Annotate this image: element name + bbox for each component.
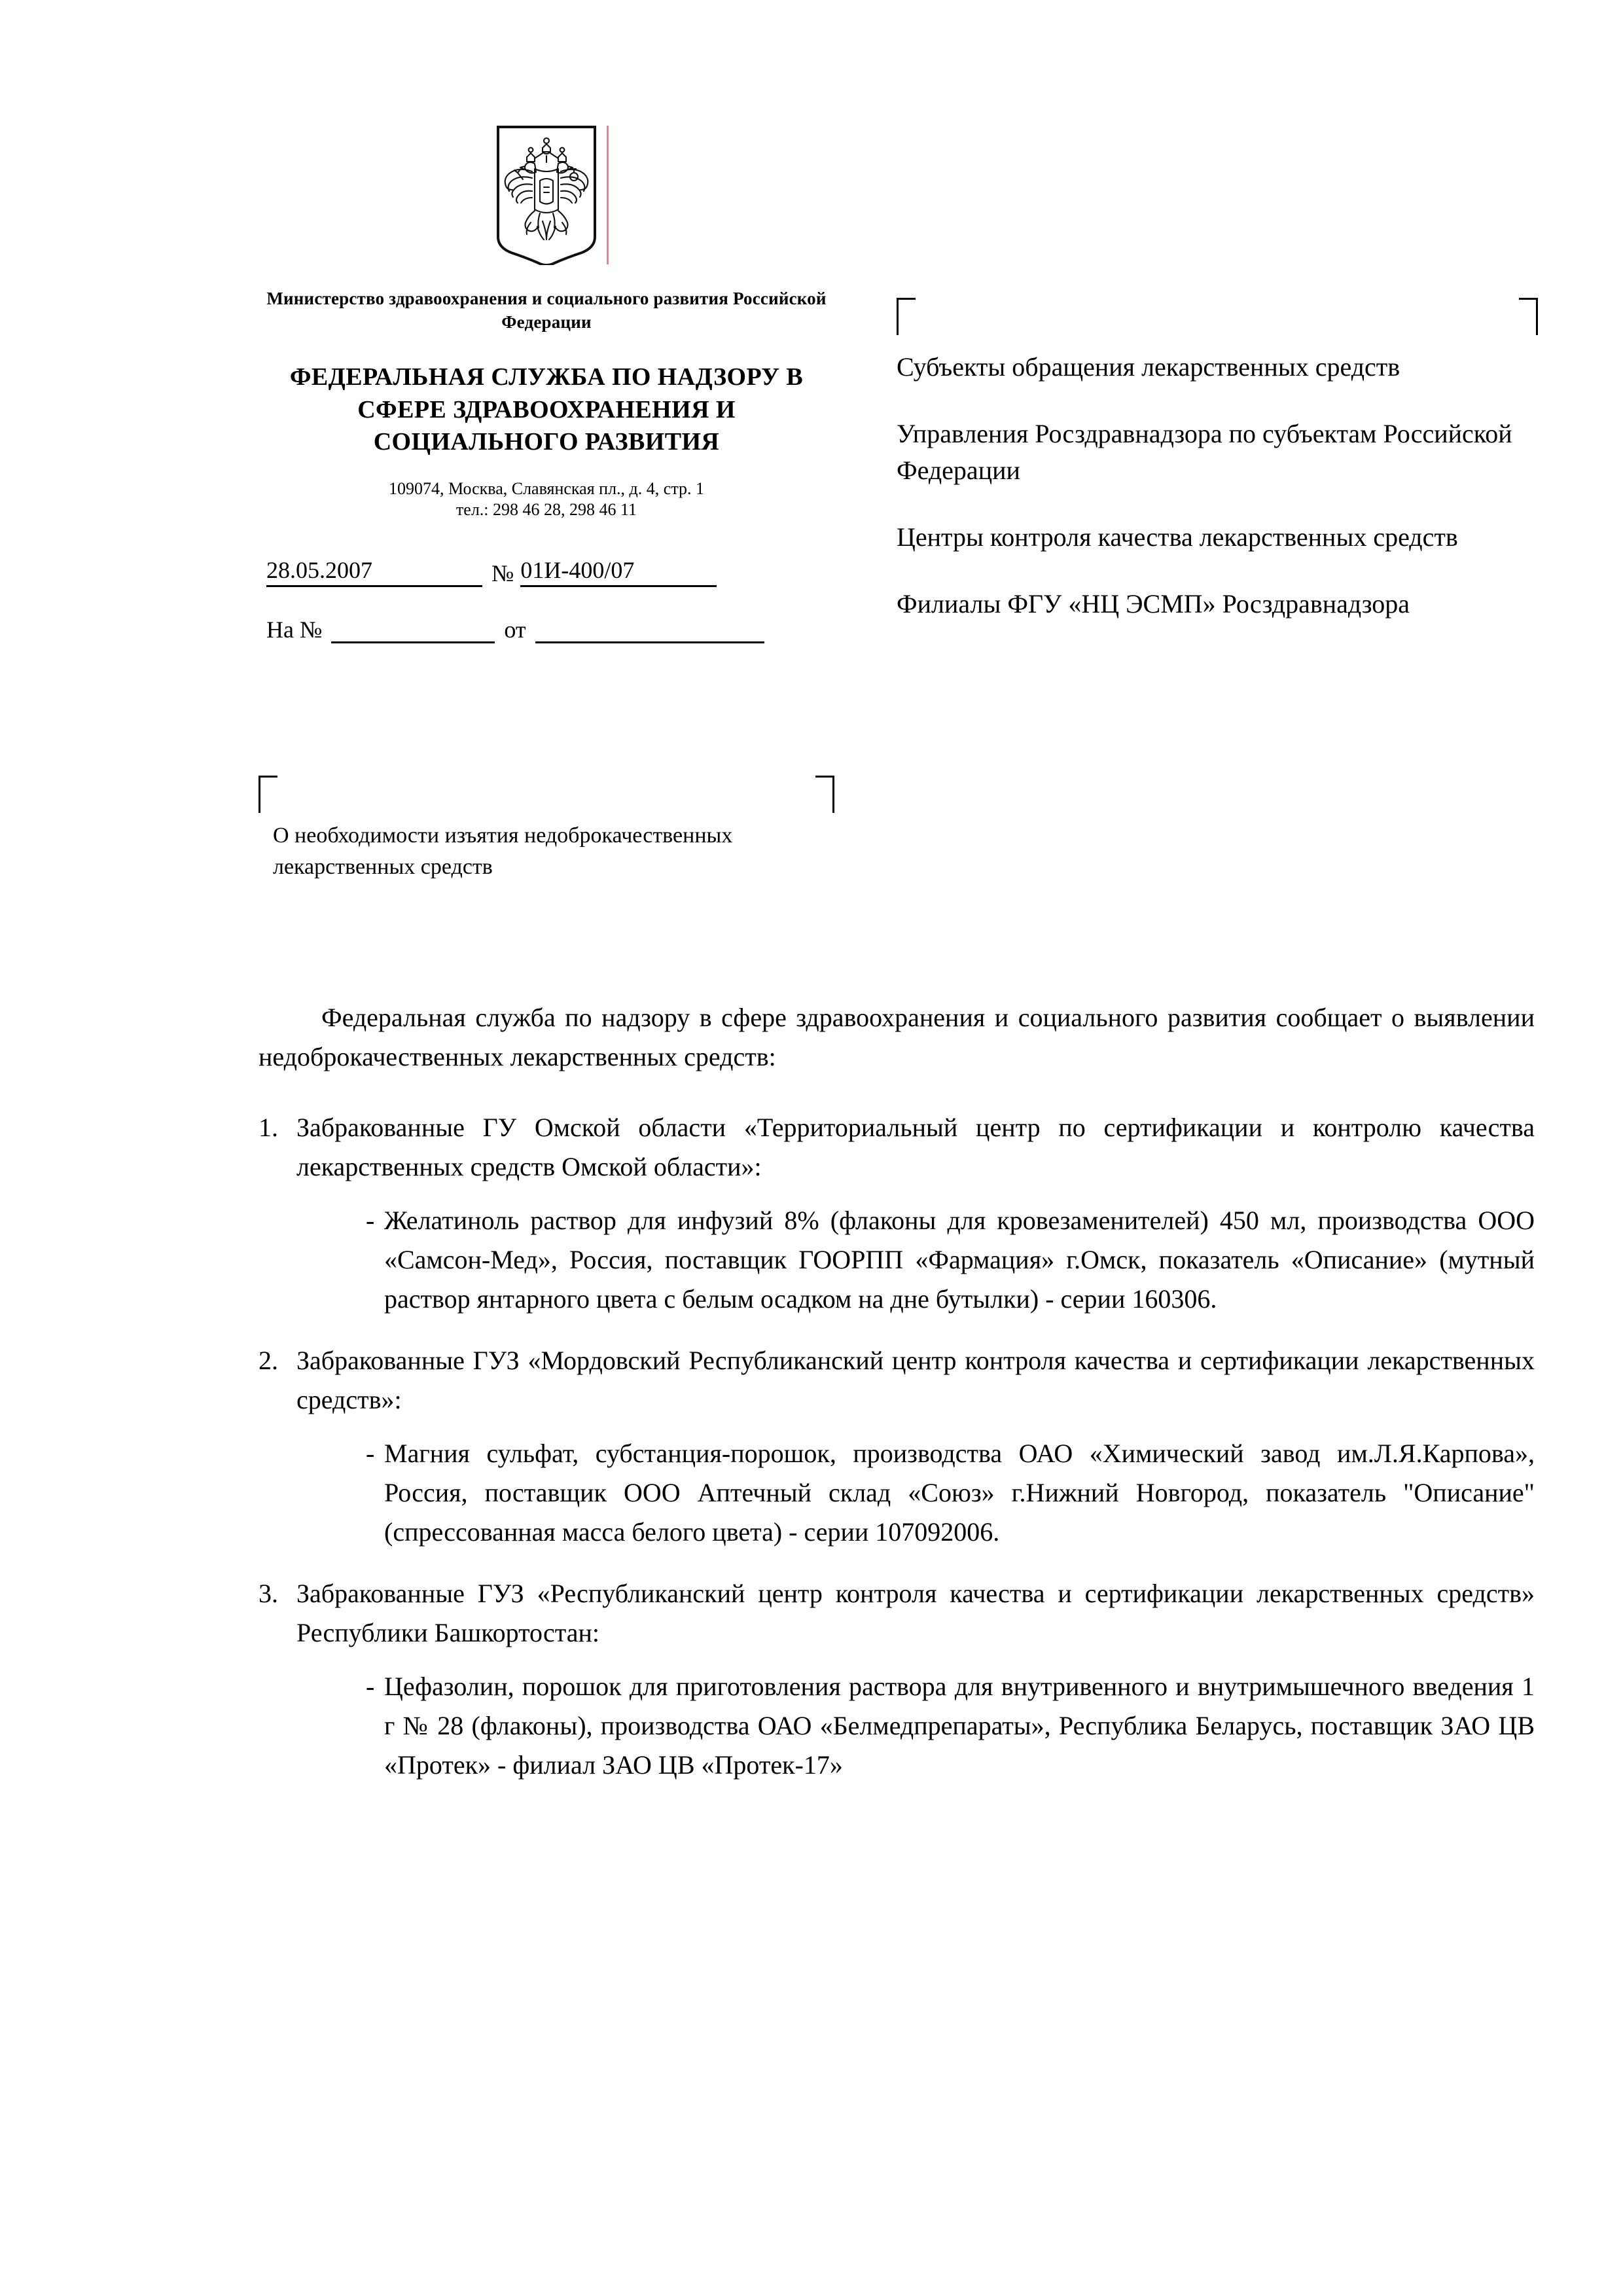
accent-rule	[607, 126, 609, 264]
postal-address: 109074, Москва, Славянская пл., д. 4, стр. 1	[388, 478, 705, 498]
addressee-item: Субъекты обращения лекарственных средств	[897, 352, 1400, 382]
document-number: 01И-400/07	[520, 556, 717, 587]
emblem-container	[259, 124, 834, 275]
addressee-item: Филиалы ФГУ «НЦ ЭСМП» Росздравнадзора	[897, 589, 1410, 619]
list-item	[259, 1574, 1535, 1785]
sub-list	[296, 1434, 1535, 1552]
sub-list-item: - Магния сульфат, субстанция-порошок, производства ОАО «Химический завод им.Л.Я.Карпова», Россия, поставщик ООО Аптечный склад «Союз» г.Нижний Новгород, показатель "Описание" (спрессованная масса белого цвета) - серии 107092006.	[362, 1434, 1535, 1552]
number-sign: №	[491, 560, 514, 586]
addressee-item: Центры контроля качества лекарственных средств	[897, 522, 1458, 552]
sub-list	[296, 1667, 1535, 1785]
agency-name: ФЕДЕРАЛЬНАЯ СЛУЖБА ПО НАДЗОРУ В СФЕРЕ ЗДРАВООХРАНЕНИЯ И СОЦИАЛЬНОГО РАЗВИТИЯ	[289, 363, 804, 456]
list-item	[259, 1341, 1535, 1552]
addressee-block	[897, 298, 1538, 622]
intro-paragraph: Федеральная служба по надзору в сфере здравоохранения и социального развития сообщает о выявлении недоброкачественных лекарственных средств:	[259, 1003, 1535, 1071]
numbered-list	[259, 1108, 1535, 1785]
addressee-item: Управления Росздравнадзора по субъектам Российской Федерации	[897, 419, 1512, 485]
letterhead	[259, 124, 834, 643]
corner-bracket-top-left-icon	[259, 776, 277, 813]
russian-coat-of-arms-icon	[494, 124, 599, 265]
sub-list	[296, 1201, 1535, 1319]
document-body	[259, 972, 1535, 1807]
corner-bracket-top-right-icon	[1519, 298, 1538, 335]
reply-date-label: от	[504, 616, 526, 643]
document-date: 28.05.2007	[266, 556, 482, 587]
reply-date-blank	[535, 622, 764, 643]
list-item	[259, 1108, 1535, 1319]
document-reference-row	[266, 556, 834, 587]
reply-number-label: На №	[266, 616, 323, 643]
subject-block	[259, 776, 834, 884]
sub-list-item: - Цефазолин, порошок для приготовления раствора для внутривенного и внутримышечного введения 1 г № 28 (флаконы), производства ОАО «Белмедпрепараты», Республика Беларусь, поставщик ЗАО ЦВ «Протек» - филиал ЗАО ЦВ «Протек-17»	[362, 1667, 1535, 1785]
subject-text: О необходимости изъятия недоброкачественных лекарственных средств	[273, 823, 733, 880]
corner-bracket-top-left-icon	[897, 298, 916, 335]
reply-number-blank	[331, 622, 495, 643]
phone-numbers: тел.: 298 46 28, 298 46 11	[455, 500, 637, 520]
reply-reference-row	[266, 616, 834, 643]
addressee-corner-brackets	[897, 298, 1538, 337]
contact-block	[259, 478, 834, 521]
corner-bracket-top-right-icon	[815, 776, 834, 813]
subject-corner-brackets	[259, 776, 834, 814]
ministry-name: Министерство здравоохранения и социального развития Российской Федерации	[266, 289, 827, 332]
sub-list-item: - Желатиноль раствор для инфузий 8% (флаконы для кровезаменителей) 450 мл, производства ООО «Самсон-Мед», Россия, поставщик ГООРПП «Фармация» г.Омск, показатель «Описание» (мутный раствор янтарного цвета с белым осадком на дне бутылки) - серии 160306.	[362, 1201, 1535, 1319]
list-item-heading: Забракованные ГУЗ «Республиканский центр контроля качества и сертификации лекарственных средств» Республики Башкортостан:	[296, 1579, 1535, 1647]
list-item-heading: Забракованные ГУ Омской области «Территориальный центр по сертификации и контролю качества лекарственных средств Омской области»:	[296, 1113, 1535, 1181]
addressee-list	[897, 349, 1538, 622]
list-item-heading: Забракованные ГУЗ «Мордовский Республиканский центр контроля качества и сертификации лекарственных средств»:	[296, 1346, 1535, 1414]
